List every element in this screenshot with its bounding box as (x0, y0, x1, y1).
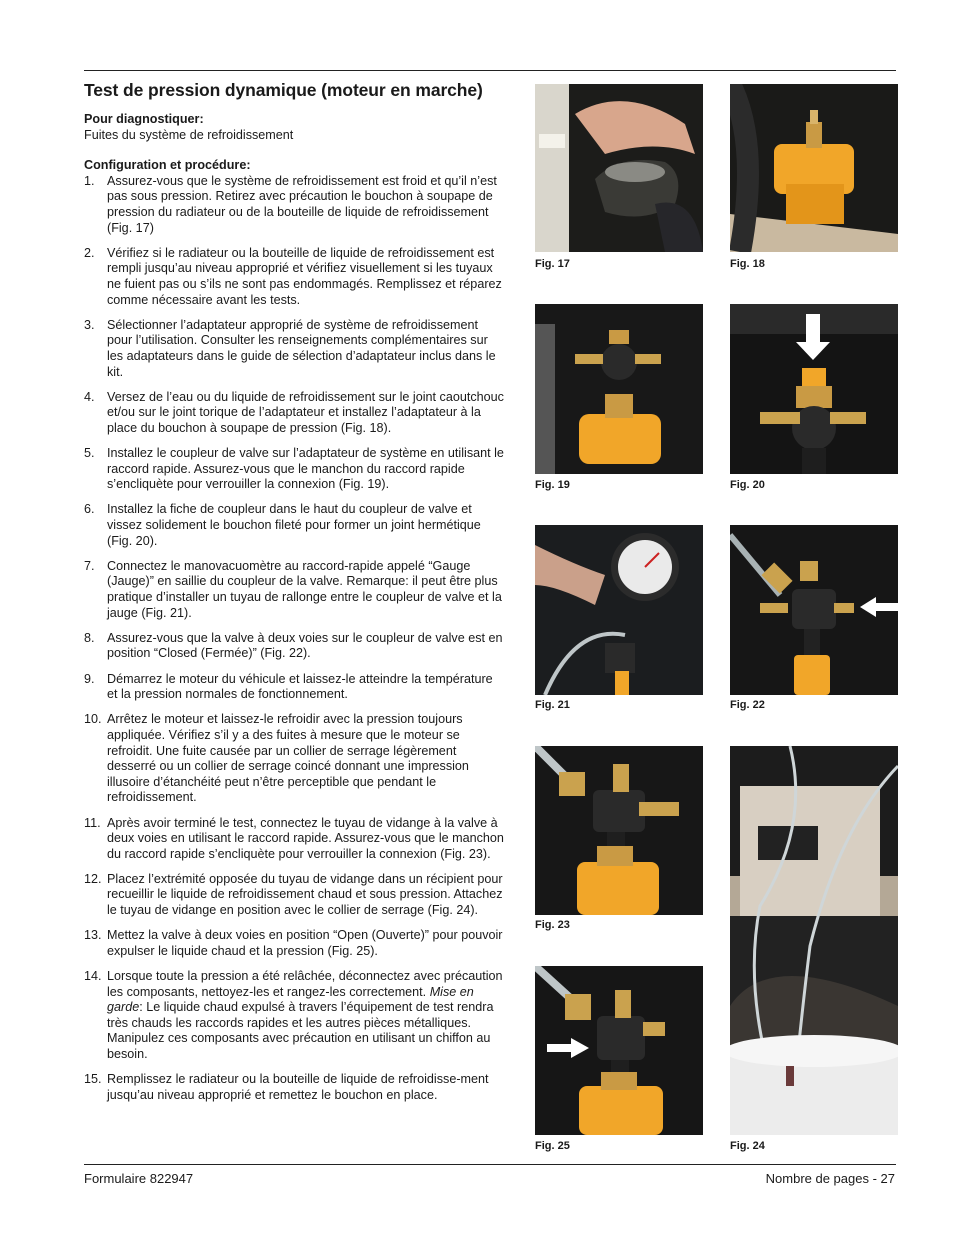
fig-20-photo (730, 304, 898, 474)
fig-22-caption: Fig. 22 (730, 699, 765, 711)
fig-25-caption: Fig. 25 (535, 1140, 570, 1152)
step-6: 6. Installez la fiche de coupleur dans le haut du coupleur de valve et vissez solidement le bouchon fileté pour former un joint hermétique (Fig. 20). (84, 502, 481, 548)
step-1: 1. Assurez-vous que le système de refroidissement est froid et qu’il n’est pas sous pression. Retirez avec précaution le bouchon à soupape de pression du radiateur ou de la bouteille de liquide de refroidissement (Fig. 17) (84, 173, 497, 235)
fig-23-caption: Fig. 23 (535, 919, 570, 931)
step-11: 11. Après avoir terminé le test, connectez le tuyau de vidange à la valve à deux voies en utilisant le raccord rapide. Assurez-vous que le manchon du raccord rapide s’encliquète pour verrouiller la connexion (Fig. 23). (84, 815, 504, 861)
footer-page-count: Nombre de pages - 27 (765, 1171, 895, 1186)
step-2: 2. Vérifiez si le radiateur ou la bouteille de liquide de refroidissement est rempli jusqu’au niveau approprié et vérifiez visuellement si les tuyaux ne fuient pas ou s’ils ne sont pas endommagés. Remplissez et réparez comme nécessaire avant les tests. (84, 245, 502, 307)
page-title: Test de pression dynamique (moteur en marche) (84, 80, 483, 100)
diagnose-heading: Pour diagnostiquer: (84, 112, 204, 126)
step-3: 3. Sélectionner l’adaptateur approprié de système de refroidissement pour l’utilisation. Consulter les renseignements complémentaires sur les adaptateurs dans le guide de sélection d’adaptateur inclus dans le kit. (84, 317, 496, 379)
footer-form-number: Formulaire 822947 (84, 1171, 194, 1186)
fig-19-caption: Fig. 19 (535, 479, 570, 491)
step-5: 5. Installez le coupleur de valve sur l’adaptateur de système en utilisant le raccord rapide. Assurez-vous que le manchon du raccord rapide s’encliquète pour verrouiller la connexion (Fig. 19). (84, 446, 504, 492)
procedure-heading: Configuration et procédure: (84, 158, 251, 173)
fig-25-photo (535, 966, 703, 1135)
step-13: 13. Mettez la valve à deux voies en position “Open (Ouverte)” pour pouvoir expulser le liquide chaud et la pression (Fig. 25). (84, 928, 503, 958)
fig-18-photo (730, 84, 898, 252)
fig-19-photo (535, 304, 703, 474)
bottom-rule (84, 1164, 896, 1165)
diagnose-text: Fuites du système de refroidissement (84, 127, 294, 142)
fig-24-caption: Fig. 24 (730, 1140, 765, 1152)
fig-22-photo (730, 525, 898, 695)
step-4: 4. Versez de l’eau ou du liquide de refroidissement sur le joint caoutchouc et/ou sur le joint torique de l’adaptateur et installez l’adaptateur à la place du bouchon à soupape de pression (Fig. 18). (84, 389, 504, 435)
step-9: 9. Démarrez le moteur du véhicule et laissez-le atteindre la température et la pression normales de fonctionnement. (84, 671, 493, 702)
procedure-steps (84, 174, 506, 1104)
fig-24-photo (730, 746, 898, 1135)
fig-17-caption: Fig. 17 (535, 258, 570, 270)
fig-21-caption: Fig. 21 (535, 699, 570, 711)
fig-21-photo (535, 525, 703, 695)
fig-23-photo (535, 746, 703, 915)
step-15: 15. Remplissez le radiateur ou la bouteille de liquide de refroidisse-ment jusqu’au niveau approprié et remettez le bouchon en place. (84, 1072, 489, 1102)
step-12: 12. Placez l’extrémité opposée du tuyau de vidange dans un récipient pour recueillir le liquide de refroidissement chaud et sous pression. Attachez le tuyau de vidange en position avec le collier de serrage (Fig. 24). (84, 871, 503, 918)
fig-17-photo (535, 84, 703, 252)
step-10: 10. Arrêtez le moteur et laissez-le refroidir avec la pression toujours appliquée. Vérifiez s’il y a des fuites à mesure que le moteur se refroidit. Une fuite causée par un collier de serrage légèrement desserré ou un collier de serrage coincé donnant une impression illusoire d’étanchéité peut n’être perceptible que pendant le refroidissement. (84, 712, 469, 805)
step-8: 8. Assurez-vous que la valve à deux voies sur le coupleur de valve est en position “Closed (Fermée)” (Fig. 22). (84, 630, 503, 661)
top-rule (84, 70, 896, 71)
step-7: 7. Connectez le manovacuomètre au raccord-rapide appelé “Gauge (Jauge)” en saillie du coupleur de la valve. Remarque: il peut être plus pratique d’installer un tuyau de rallonge entre le coupleur de valve et la jauge (Fig. 21). (84, 558, 502, 620)
warning-label: Mise en garde (107, 984, 474, 1015)
fig-18-caption: Fig. 18 (730, 258, 765, 270)
fig-20-caption: Fig. 20 (730, 479, 765, 491)
instructions-column (84, 112, 506, 1113)
step-14: 14. Lorsque toute la pression a été relâchée, déconnectez avec précaution les composants, nettoyez-les et rangez-les correctement. Mise en garde: Le liquide chaud expulsé à travers l’équipement de test rendra très chauds les raccords rapides et les autres pièces métalliques. Manipulez ces composants avec précaution en utilisant un chiffon au besoin. (84, 969, 503, 1061)
